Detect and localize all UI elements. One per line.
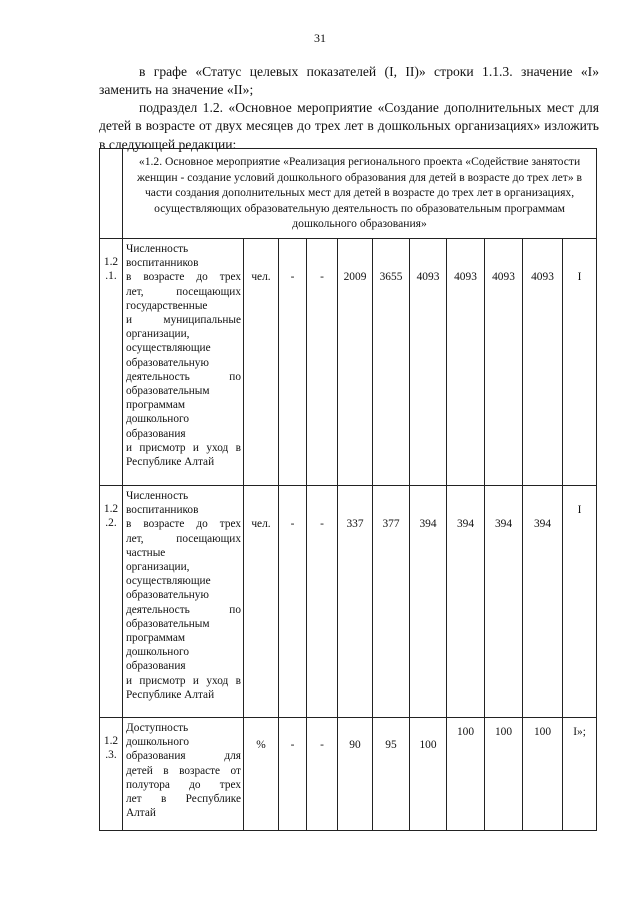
value-cell: - <box>279 238 307 485</box>
value-cell: 4093 <box>410 238 447 485</box>
page-number: 31 <box>314 31 326 45</box>
value-cell: 394 <box>485 485 523 717</box>
name-line: Доступность <box>126 721 189 734</box>
value-cell: 2009 <box>338 238 373 485</box>
name-line: воспитанников <box>126 504 199 517</box>
value-cell: 394 <box>523 485 563 717</box>
indicator-name-cell <box>123 238 244 485</box>
row-number-cell: 1.2 .3. <box>100 717 123 830</box>
name-line: образовательную <box>126 589 209 602</box>
name-line: полутора до трех <box>126 778 241 791</box>
paragraph-subsection-edit: подраздел 1.2. «Основное мероприятие «Создание дополнительных мест для детей в возрасте от двух месяцев до трех лет в дошкольных организациях» изложить в следующей редакции: <box>99 100 599 152</box>
status-cell: I <box>563 238 597 485</box>
table-header-row <box>100 149 597 239</box>
value-cell: 4093 <box>447 238 485 485</box>
value-cell: 377 <box>373 485 410 717</box>
name-line: программам <box>126 632 186 644</box>
name-line: воспитанников <box>126 257 199 270</box>
value-cell: 4093 <box>485 238 523 485</box>
value-cell: 3655 <box>373 238 410 485</box>
paragraph-status-change: в графе «Статус целевых показателей (I, II)» строки 1.1.3. значение «I» заменить на значение «II»; <box>99 64 599 98</box>
name-line: в возрасте до трех <box>126 271 241 284</box>
unit-cell: чел. <box>244 238 279 485</box>
name-line: осуществляющие <box>126 575 211 588</box>
name-line: дошкольного <box>126 413 189 426</box>
name-line: лет, посещающих <box>126 285 241 298</box>
name-line: Республике Алтай <box>126 456 215 469</box>
name-line: образования <box>126 427 186 440</box>
value-cell: 100 <box>410 717 447 830</box>
value-cell: - <box>307 485 338 717</box>
value-cell: 394 <box>410 485 447 717</box>
name-line: в возрасте до трех <box>126 518 241 531</box>
name-line: лет в Республике <box>126 792 241 805</box>
value-cell: 100 <box>447 717 485 830</box>
name-line: организации, <box>126 560 190 573</box>
row-number-cell: 1.2 .1. <box>100 238 123 485</box>
name-line: программам <box>126 399 186 412</box>
value-cell: 337 <box>338 485 373 717</box>
name-line: лет, посещающих <box>126 532 241 545</box>
section-header-cell: «1.2. Основное мероприятие «Реализация регионального проекта «Содействие занятости женщин - создание условий дошкольного образования для детей в возрасте до трех лет» в части создания дополнительных мест для детей в возрасте до трех лет в организациях, осуществляющих образовательную деятельность по образовательным программам дошкольного образования» <box>123 149 597 239</box>
value-cell: 4093 <box>523 238 563 485</box>
name-line: осуществляющие <box>126 342 211 355</box>
name-line: Численность <box>126 242 189 255</box>
table-row <box>100 717 597 830</box>
name-line: Численность <box>126 489 189 502</box>
value-cell: 95 <box>373 717 410 830</box>
table-row <box>100 485 597 717</box>
unit-cell: чел. <box>244 485 279 717</box>
unit-cell: % <box>244 717 279 830</box>
name-line: организации, <box>126 328 190 341</box>
value-cell: - <box>307 717 338 830</box>
table-row <box>100 238 597 485</box>
name-line: Алтай <box>126 807 156 820</box>
indicator-name-cell <box>123 717 244 830</box>
name-line: образовательным <box>126 385 210 397</box>
header-spacer-cell <box>100 149 123 239</box>
indicator-name-cell <box>123 485 244 717</box>
name-line: образовательную <box>126 356 209 369</box>
value-cell: 90 <box>338 717 373 830</box>
value-cell: 394 <box>447 485 485 717</box>
name-line: Республике Алтай <box>126 688 215 701</box>
status-cell: I»; <box>563 717 597 830</box>
value-cell: - <box>279 485 307 717</box>
name-line: и присмотр и уход в <box>126 674 241 687</box>
name-line: деятельность по <box>126 603 241 616</box>
indicators-table <box>99 148 597 831</box>
name-line: дошкольного <box>126 736 189 749</box>
name-line: образования для <box>126 750 241 763</box>
row-number-cell: 1.2 .2. <box>100 485 123 717</box>
name-line: частные <box>126 546 166 559</box>
name-line: деятельность по <box>126 370 241 383</box>
value-cell: 100 <box>485 717 523 830</box>
name-line: и муниципальные <box>126 313 241 326</box>
status-cell: I <box>563 485 597 717</box>
name-line: и присмотр и уход в <box>126 441 241 454</box>
name-line: образования <box>126 660 186 673</box>
value-cell: - <box>307 238 338 485</box>
value-cell: 100 <box>523 717 563 830</box>
value-cell: - <box>279 717 307 830</box>
name-line: государственные <box>126 299 208 312</box>
name-line: дошкольного <box>126 646 189 659</box>
name-line: детей в возрасте от <box>126 764 241 777</box>
name-line: образовательным <box>126 617 210 630</box>
